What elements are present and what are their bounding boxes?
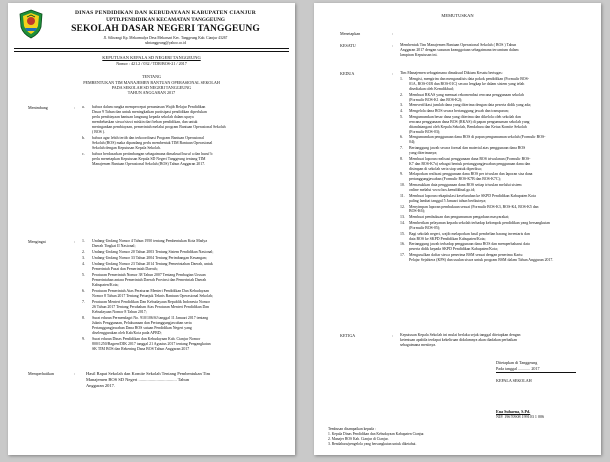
header-school-name: SEKOLAH DASAR NEGERI TANGGEUNG	[71, 24, 260, 34]
kedua-duty-line: (Formulir BOS-05);	[409, 225, 441, 230]
kedua-duty-line: K7 dan BOS-K7a) sebagai bentuk pertanggungjawaban penggunaan dana dan	[409, 161, 531, 166]
menimbang-letter: a.	[82, 105, 85, 109]
menimbang-c-line: bahwa berdasarkan pertimbangan sebagaimana dimaksud huruf a dan huruf b	[92, 152, 213, 156]
kedua-duty-number: 7.	[400, 146, 403, 151]
header-divider-thin	[14, 51, 289, 52]
kedua-duty-number: 10.	[400, 183, 405, 188]
mengingat-line: 800/1250/Bagren/DIK 2017 tanggal 21 Agustus 2017 tentang Pengangkatan	[92, 342, 211, 346]
mengingat-number: 8.	[82, 316, 85, 320]
mengingat-line: Pertanggungjawaban Dana BOS satuan Pendidikan Negeri yang	[92, 326, 192, 330]
mengingat-colon: :	[74, 239, 76, 244]
kedua-duty-number: 16.	[400, 242, 405, 247]
kedua-duty-line: Membuat pembukuan dan pengumuman pengadaan masyarakat;	[409, 215, 510, 220]
ketiga-line: Keputusan Kepala Sekolah ini mulai berlaku sejak tanggal ditetapkan dengan	[400, 333, 521, 337]
mengingat-line: Peraturan Pemerintah Atas Peraturan Menteri Pendidikan Dan Kebudayaan	[92, 289, 210, 293]
decree-subject-3: TAHUN ANGGARAN 2017	[127, 90, 176, 95]
menimbang-b-line: Sekolah dengan Keputusan Kepala Sekolah.	[92, 146, 161, 150]
mengingat-number: 4.	[82, 262, 85, 266]
kedua-duty-line: paling lambat tanggal 5 Januari tahun berikutnya;	[409, 198, 487, 203]
mengingat-line: Daerah Tingkat II Nasional;	[92, 244, 136, 248]
memperhatikan-line: Hasil Rapat Sekolah dan Komite Sekolah Tentang Pembentukan Tim	[86, 371, 211, 376]
kedua-duty-number: 5.	[400, 114, 403, 119]
kedua-duty-line: yang diterimanya;	[409, 151, 438, 155]
kedua-duty-number: 4.	[400, 109, 403, 114]
kedua-duty-line: Pelajar Sejahtera (KPS) dan usulan siswa untuk program BSM dalam Tahun Anggaran 2017.	[409, 258, 554, 262]
kedua-duty-number: 2.	[400, 92, 403, 97]
menimbang-c-line: Manajemen Bantuan Operasional Sekolah (BOS) Tahun Anggaran 2017.	[92, 162, 206, 166]
mengingat-line: Undang-Undang Nomor 20 Tahun 2003 Tentang Sistem Pendidikan Nasional;	[92, 250, 214, 254]
kesatu-line: lampiran Keputusan ini.	[400, 53, 438, 57]
kedua-duty-line: Memverifikasi jumlah dana yang diterima dengan data peserta didik yang ada;	[409, 103, 532, 108]
kedua-duty-line: Bertanggung jawab secara formal dan material atas penggunaan dana BOS	[409, 146, 526, 151]
kedua-duty-number: 3.	[400, 103, 403, 108]
decree-subject-1: PEMBENTUKAN TIM MANAJEMEN BANTUAN OPERASIONAL SEKOLAH	[83, 80, 220, 85]
kedua-duty-number: 9.	[400, 172, 403, 177]
menimbang-a-line: bahwa dalam rangka mempercepat penuntasan Wajib Belajar Pendidikan	[92, 105, 206, 109]
memperhatikan-colon: :	[74, 371, 76, 376]
kedua-duty-line: Mengusulkan daftar siswa penerima BSM sesuai dengan penerima Kartu	[409, 253, 523, 258]
mengingat-line: Juknis Penggunaan, Pelaksanaan dan Pertanggungjawaban serta	[92, 321, 192, 325]
menimbang-colon: :	[74, 105, 76, 110]
mengingat-line: Pemerintah Pusat dan Pemerintah Daerah;	[92, 267, 158, 271]
kedua-duty-line: Membuat laporan rekapitulasi keseluruhan ke SKPD Pendidikan Kabupaten Kota	[409, 193, 536, 198]
decree-title: KEPUTUSAN KEPALA SD NEGERI TANGGEUNG	[102, 55, 201, 60]
kedua-duty-line: Bagi sekolah negeri, wajib melaporkan hasil pembelian barang inventaris dan	[409, 231, 530, 236]
mengingat-number: 6.	[82, 289, 85, 293]
signature-role: KEPALA SEKOLAH	[496, 378, 532, 383]
header-address: Jl. Siliwangi Kp. Mekarmulya Desa Mekarsari Kec. Tanggeung Kab. Cianjur 43267	[103, 36, 228, 40]
menimbang-a-line: Dasar 9 Tahun dan untuk meningkatkan partisipasi pendidikan diperlukan	[92, 110, 207, 114]
signature-date-underline	[496, 372, 576, 373]
kedua-duty-line: Membuat laporan realisasi penggunaan dana BOS triwulanan (Formulir BOS-	[409, 156, 531, 161]
menetapkan-colon: :	[392, 31, 394, 36]
mengingat-number: 7.	[82, 300, 85, 304]
kedua-duty-line: Melaporkan realisasi penggunaan dana BOS per triwulan dan laporan sisa dana	[409, 172, 533, 177]
kedua-duty-line: Mengelola dana BOS secara bertanggung jawab dan transparan;	[409, 109, 509, 114]
ketiga-line: sebagaimana mestinya.	[400, 343, 437, 347]
kedua-duty-line: disimpan di sekolah serta siap untuk diperiksa;	[409, 166, 482, 171]
mengingat-line: Surat edaran Dinas Pendidikan dan Kebudayaan Kab. Cianjur Nomor	[92, 337, 201, 341]
tembusan-title: Tembusan disampaikan kepada :	[328, 427, 376, 431]
mengingat-line: Surat edaran Permendagri No. 910/106/SJ tanggal 11 Januari 2017 tentang	[92, 316, 209, 320]
kedua-duty-line: Membuat RKAS yang memuat rekomendasi rencana penggunaan sekolah	[409, 92, 524, 97]
ketiga-colon: :	[392, 333, 394, 338]
header-agency: DINAS PENDIDIKAN DAN KEBUDAYAAN KABUPATEN CIANJUR	[75, 10, 256, 16]
mengingat-number: 5.	[82, 273, 85, 277]
menimbang-a-line: meringankan pembiayaan, pemerintah melalui program Bantuan Operasional Sekolah	[92, 125, 226, 129]
kedua-duty-line: 01A, BOS-01B dan BOS-01C) secara lengkap ke dalam sistem yang telah	[409, 81, 525, 86]
header-divider	[14, 48, 289, 49]
kesatu-colon: :	[392, 43, 394, 48]
signature-place: Ditetapkan di Tanggeung	[496, 360, 538, 365]
kedua-duty-line: disediakan oleh Kemdikbud;	[409, 86, 454, 91]
kedua-duty-line: Mengisi, mengirim dan menganalisis data pokok pendidikan (Formulir BOS-	[409, 77, 530, 81]
ketiga-label: KETIGA	[340, 333, 356, 338]
mengingat-number: 9.	[82, 337, 85, 341]
kedua-duty-number: 6.	[400, 135, 403, 140]
menimbang-a-line: membebaskan siswa/siswi miskin dari beban pendidikan, dan untuk	[92, 120, 198, 124]
mengingat-line: Pemerintahan antara Pemerintah Daerah Provinsi dan Pemerintah Daerah	[92, 278, 207, 282]
kedua-duty-line: data BOS ke SKPD Pendidikan Kabupaten/Kota;	[409, 236, 486, 241]
mengingat-line: Nomor 8 Tahun 2017 Tentang Petunjuk Teknis Bantuan Operasional Sekolah;	[92, 294, 213, 298]
kedua-duty-number: 1.	[400, 77, 403, 81]
kedua-duty-number: 12.	[400, 204, 405, 209]
kedua-duty-line: ditandatangani oleh Kepala Sekolah, Bendahara dan Ketua Komite Sekolah	[409, 124, 527, 129]
mengingat-line: Kebudayaan Nomor 8 Tahun 2017;	[92, 310, 147, 314]
menimbang-letter: b.	[82, 136, 85, 140]
menimbang-a-line: perlu pembiayaan bantuan langsung kepada sekolah dalam upaya	[92, 115, 194, 119]
memutuskan-heading: MEMUTUSKAN	[441, 13, 474, 18]
signatory-nip: NIP. 19670908 199103 1 006	[496, 414, 545, 419]
kedua-duty-line: rencana penggunaan dana BOS (RKAS) di papan pengumuman sekolah yang	[409, 119, 530, 124]
memperhatikan-line: Anggaran 2017.	[86, 383, 115, 388]
kedua-duty-number: 17.	[400, 253, 405, 258]
tentang-label: TENTANG	[142, 74, 161, 79]
kedua-duty-number: 11.	[400, 193, 405, 198]
kesatu-line: Anggaran 2017 dengan susunan keanggotaan sebagaimana tercantum dalam	[400, 48, 519, 52]
mengingat-line: Undang-Undang Nomor 4 Tahun 1950 tentang Pembentukan Kota Madya	[92, 239, 208, 243]
kedua-duty-line: Menyimpan laporan pembukuan sesuai (Formulir BOS-K3, BOS-K4, BOS-K5 dan	[409, 204, 539, 209]
signatory-name: Ena Suhaena, S.Pd.	[496, 409, 531, 414]
tembusan-item: 1. Kepala Dinas Pendidikan dan Kebudayaan Kabupaten Cianjur.	[328, 432, 425, 436]
menimbang-letter: c.	[82, 152, 85, 156]
mengingat-line: Undang-Undang Nomor 33 Tahun 2004 Tentang Perimbangan Keuangan;	[92, 256, 207, 260]
decree-subject-2: PADA SEKOLAH SD NEGERI TANGGEUNG	[111, 85, 192, 90]
memperhatikan-label: Memperhatikan	[28, 371, 54, 376]
menimbang-b-line: Sekolah (BOS) maka dipandang perlu membentuk TIM Bantuan Operasional	[92, 141, 213, 145]
mengingat-number: 3.	[82, 256, 85, 260]
document-page-1	[8, 3, 295, 455]
mengingat-line: Peraturan Menteri Pendidikan Dan Kebudayaan Republik Indonesia Nomor	[92, 300, 210, 304]
kedua-duty-line: Mengumumkan penggunaan dana BOS di papan pengumuman sekolah (Formulir BOS-	[409, 135, 546, 140]
menimbang-b-line: bahwa agar lebih tertib dan terkoordinasi Program Bantuan Operasional	[92, 136, 204, 140]
kesatu-label: KESATU	[340, 43, 356, 48]
mengingat-label: Mengingat	[28, 239, 46, 244]
tembusan-item: 3. Bendahara/pengelola yang bersangkutan untuk diketahui.	[328, 442, 417, 446]
menimbang-label: Menimbang	[28, 105, 48, 110]
kedua-duty-line: Bertanggung jawab terhadap penggunaan dana BOS dan memperbaharui data	[409, 242, 530, 247]
kesatu-line: Membentuk Tim Manajemen Bantuan Operasional Sekolah ( BOS ) Tahun	[400, 43, 517, 47]
kedua-duty-line: online melalui www.bos.kemdikbud.go.id;	[409, 188, 476, 192]
document-page-2	[314, 3, 601, 455]
kedua-duty-line: Memberikan pelayanan kepada sekolah terhadap kelompok pendidikan yang bersangkutan	[409, 221, 550, 225]
mengingat-line: Kabupaten/Kota;	[92, 283, 119, 287]
tembusan-item: 2. Manajer BOS Kab. Cianjur di Cianjur.	[328, 437, 389, 441]
kedua-duty-number: 15.	[400, 231, 405, 236]
mengingat-line: 26 Tahun 2017 Tentang Perubahan Atas Peraturan Menteri Pendidikan Dan	[92, 305, 209, 309]
kedua-duty-number: 8.	[400, 156, 403, 161]
kedua-duty-line: (Formulir BOS-K1 dan BOS-K2);	[409, 97, 463, 102]
menimbang-a-line: ( BOS ).	[92, 130, 106, 134]
kedua-duty-line: pertanggungjawaban (Formulir BOS-K7B dan BOS-K7C);	[409, 177, 501, 182]
kedua-duty-line: 04);	[409, 140, 416, 145]
kedua-duty-line: BOS-K6);	[409, 209, 425, 214]
header-unit: UPTD.PENDIDIKAN KECAMATAN TANGGEUNG	[106, 17, 225, 23]
mengingat-line: Peraturan Pemerintah Nomor 38 Tahun 2007 Tentang Pembagian Urusan	[92, 273, 206, 277]
mengingat-number: 2.	[82, 250, 85, 254]
mengingat-line: diselenggarakan oleh Kab/Kota pada APBD;	[92, 331, 162, 335]
mengingat-line: SK TIM BOS dan Rekening Dana BOS Tahun Anggaran 2017	[92, 347, 190, 351]
header-email: sdntanggeung@yahoo.co.id	[144, 41, 187, 45]
kedua-duty-number: 13.	[400, 215, 405, 220]
menetapkan-label: Menetapkan	[340, 31, 361, 36]
kedua-duty-line: (Formulir BOS-03);	[409, 129, 441, 134]
kedua-duty-line: Mengumumkan besar dana yang diterima dan dikelola oleh sekolah dan	[409, 114, 521, 119]
kedua-duty-number: 14.	[400, 221, 405, 225]
ketiga-line: ketentuan apabila terdapat kekeliruan didalamnya akan diadakan perbaikan	[400, 338, 517, 342]
mengingat-number: 1.	[82, 239, 85, 243]
kedua-duty-line: peserta didik kepada SKPD Pendidikan Kabupaten/Kota;	[409, 247, 498, 252]
signature-date: Pada tanggal ............ 2017	[496, 366, 540, 371]
kedua-label: KEDUA	[340, 71, 355, 76]
kedua-colon: :	[392, 71, 394, 76]
memperhatikan-line: Manajemen BOS SD Negeri .................................. Tahun	[86, 377, 189, 382]
menimbang-c-line: perlu menetapkan Keputusan Kepala SD Negeri Tanggeung tentang TIM	[92, 157, 206, 161]
mengingat-line: Undang-Undang Nomor 23 Tahun 2014 Tentang Pemerintahan Daerah, untuk	[92, 262, 213, 266]
kedua-duty-line: Memasukkan data penggunaan dana BOS setiap triwulan melalui sistem	[409, 183, 522, 188]
kedua-intro: Tim Manajemen sebagaimana dimaksud Diktum Kesatu bertugas:	[400, 71, 503, 75]
decree-number: Nomor : 421.2 / 032 / TDR/BOS-21 / 2017	[116, 61, 187, 66]
